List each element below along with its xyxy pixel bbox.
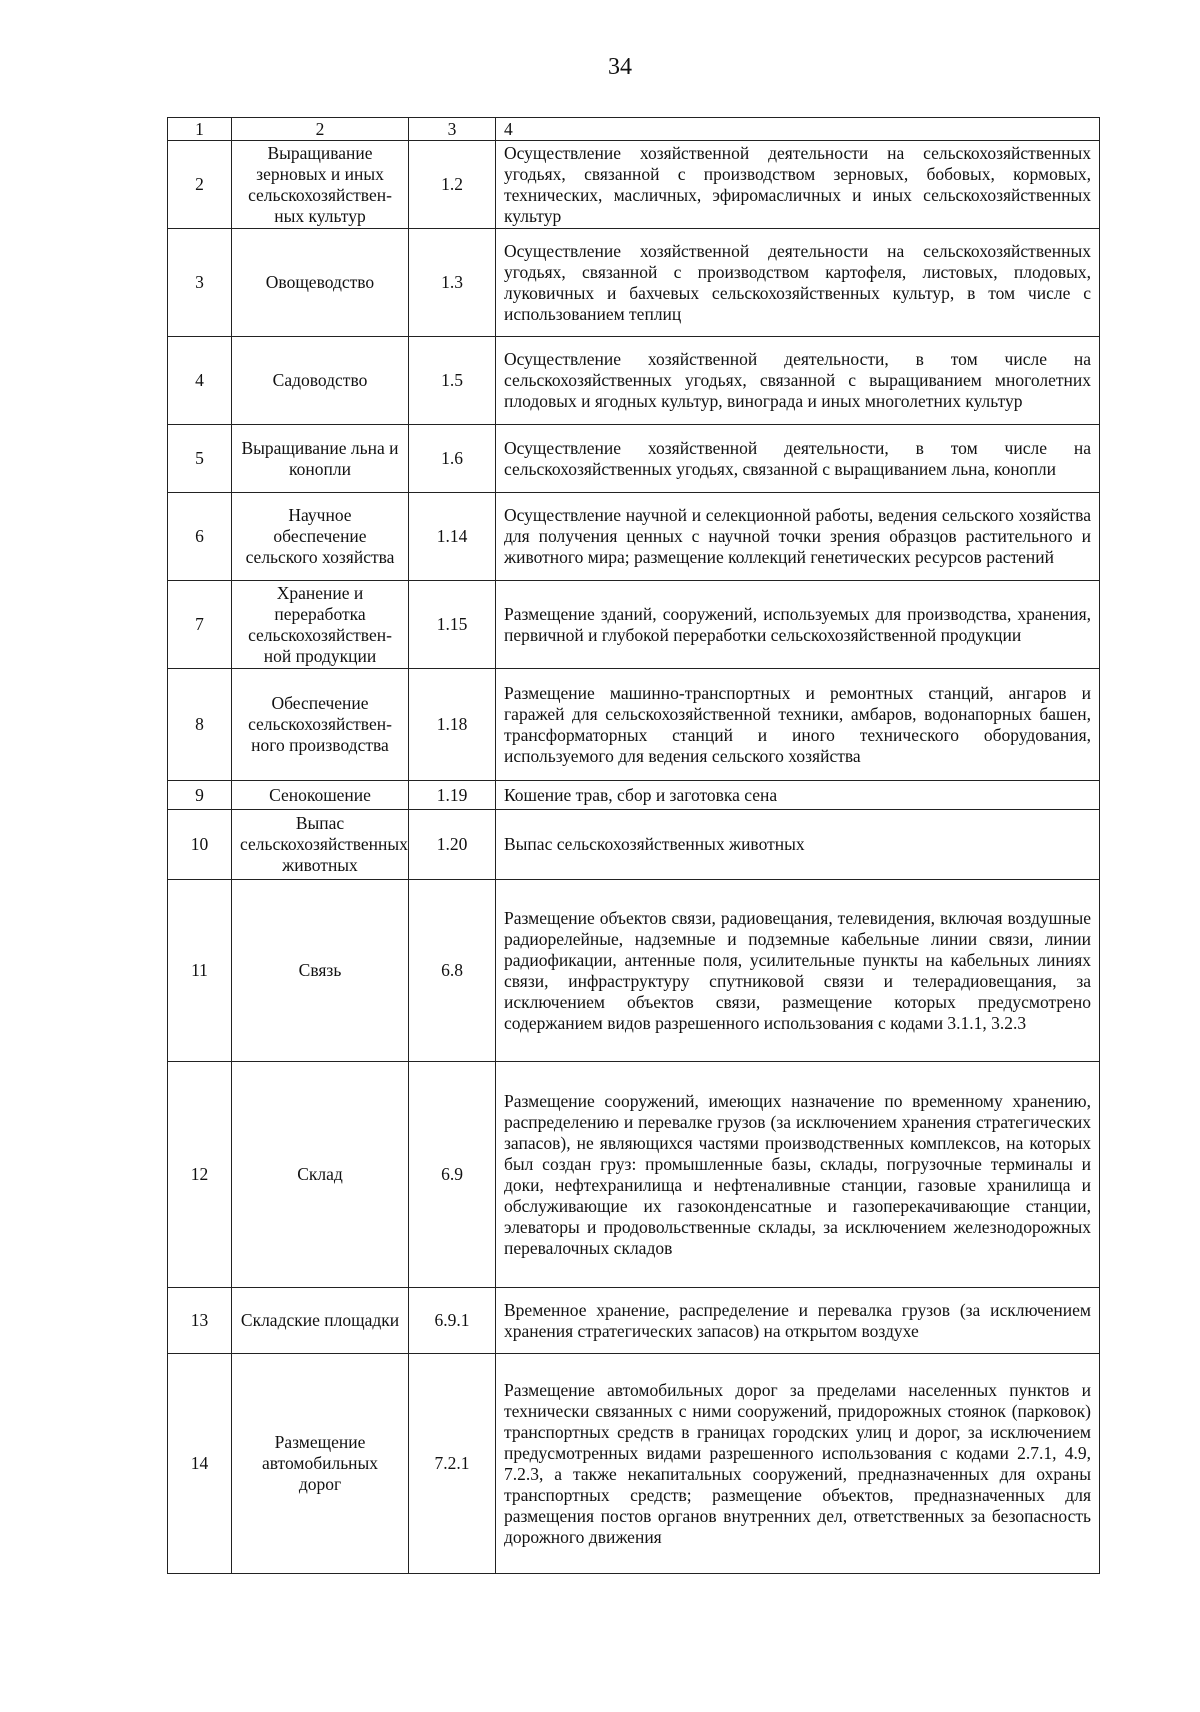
use-type-description: Осуществление хозяйственной деятельности на сельскохозяйственных угодьях, связанной с производством картофеля, листовых, плодовых, луковичных и бахчевых сельскохозяйственных культур, в том числе с использованием теплиц: [496, 229, 1100, 337]
table-row: [168, 1062, 1100, 1288]
use-type-description: Размещение автомобильных дорог за пределами населенных пунктов и технически связанных с ними сооружений, придорожных стоянок (парковок) транспортных средств в границах городских улиц и дорог, за исключением предусмотренных видами разрешенного использования с кодами 2.7.1, 4.9, 7.2.3, а также некапитальных сооружений, предназначенных для охраны транспортных средств; размещение объектов, предназначенных для размещения постов органов внутренних дел, ответственных за безопасность дорожного движения: [496, 1354, 1100, 1574]
table-row: [168, 880, 1100, 1062]
table-row: [168, 229, 1100, 337]
use-type-name: Сенокошение: [232, 781, 409, 810]
use-type-code: 1.15: [409, 581, 496, 669]
header-col-2: 2: [232, 118, 409, 141]
use-type-code: 7.2.1: [409, 1354, 496, 1574]
row-number: 5: [168, 425, 232, 493]
table-row: [168, 337, 1100, 425]
use-type-name: Обеспечение сельскохозяйствен-ного производства: [232, 669, 409, 781]
use-type-code: 1.6: [409, 425, 496, 493]
use-type-code: 1.20: [409, 810, 496, 880]
use-type-description: Временное хранение, распределение и перевалка грузов (за исключением хранения стратегических запасов) на открытом воздухе: [496, 1288, 1100, 1354]
row-number: 11: [168, 880, 232, 1062]
use-type-code: 1.5: [409, 337, 496, 425]
row-number: 3: [168, 229, 232, 337]
table-row: [168, 810, 1100, 880]
use-type-description: Размещение объектов связи, радиовещания, телевидения, включая воздушные радиорелейные, надземные и подземные кабельные линии связи, линии радиофикации, антенные поля, усилительные пункты на кабельных линиях связи, инфраструктуру спутниковой связи и телерадиовещания, за исключением объектов связи, размещение которых предусмотрено содержанием видов разрешенного использования с кодами 3.1.1, 3.2.3: [496, 880, 1100, 1062]
use-type-description: Осуществление хозяйственной деятельности, в том числе на сельскохозяйственных угодьях, связанной с выращиванием льна, конопли: [496, 425, 1100, 493]
table-header-row: [168, 118, 1100, 141]
header-col-3: 3: [409, 118, 496, 141]
row-number: 2: [168, 141, 232, 229]
row-number: 8: [168, 669, 232, 781]
row-number: 14: [168, 1354, 232, 1574]
use-type-name: Выпас сельскохозяйственных животных: [232, 810, 409, 880]
use-type-description: Размещение сооружений, имеющих назначение по временному хранению, распределению и перевалке грузов (за исключением хранения стратегических запасов), не являющихся частями производственных комплексов, на которых был создан груз: промышленные базы, склады, погрузочные терминалы и доки, нефтехранилища и нефтеналивные станции, газовые хранилища и обслуживающие их газоконденсатные и газоперекачивающие станции, элеваторы и продовольственные склады, за исключением железнодорожных перевалочных складов: [496, 1062, 1100, 1288]
table-row: [168, 781, 1100, 810]
use-type-description: Осуществление хозяйственной деятельности на сельскохозяйственных угодьях, связанной с производством зерновых, бобовых, кормовых, технических, масличных, эфиромасличных и иных сельскохозяйственных культур: [496, 141, 1100, 229]
use-type-code: 1.18: [409, 669, 496, 781]
use-type-code: 1.19: [409, 781, 496, 810]
use-type-name: Научное обеспечение сельского хозяйства: [232, 493, 409, 581]
use-type-description: Осуществление хозяйственной деятельности, в том числе на сельскохозяйственных угодьях, связанной с выращиванием многолетних плодовых и ягодных культур, винограда и иных многолетних культур: [496, 337, 1100, 425]
table-row: [168, 669, 1100, 781]
table-row: [168, 141, 1100, 229]
use-type-name: Складские площадки: [232, 1288, 409, 1354]
table-row: [168, 493, 1100, 581]
use-type-code: 6.9.1: [409, 1288, 496, 1354]
use-type-code: 6.9: [409, 1062, 496, 1288]
use-type-description: Размещение зданий, сооружений, используемых для производства, хранения, первичной и глубокой переработки сельскохозяйственной продукции: [496, 581, 1100, 669]
table-row: [168, 1288, 1100, 1354]
use-type-code: 1.3: [409, 229, 496, 337]
use-type-description: Размещение машинно-транспортных и ремонтных станций, ангаров и гаражей для сельскохозяйственной техники, амбаров, водонапорных башен, трансформаторных станций и иного технического оборудования, используемого для ведения сельского хозяйства: [496, 669, 1100, 781]
use-type-name: Садоводство: [232, 337, 409, 425]
header-col-1: 1: [168, 118, 232, 141]
use-type-name: Размещение автомобильных дорог: [232, 1354, 409, 1574]
use-type-description: Кошение трав, сбор и заготовка сена: [496, 781, 1100, 810]
row-number: 7: [168, 581, 232, 669]
row-number: 6: [168, 493, 232, 581]
use-type-description: Выпас сельскохозяйственных животных: [496, 810, 1100, 880]
use-type-name: Овощеводство: [232, 229, 409, 337]
use-type-code: 6.8: [409, 880, 496, 1062]
row-number: 10: [168, 810, 232, 880]
row-number: 12: [168, 1062, 232, 1288]
row-number: 9: [168, 781, 232, 810]
table-row: [168, 1354, 1100, 1574]
use-type-name: Связь: [232, 880, 409, 1062]
use-type-name: Выращивание льна и конопли: [232, 425, 409, 493]
table-row: [168, 581, 1100, 669]
page-number: 34: [608, 54, 632, 80]
use-type-code: 1.14: [409, 493, 496, 581]
use-type-description: Осуществление научной и селекционной работы, ведения сельского хозяйства для получения ценных с научной точки зрения образцов растительного и животного мира; размещение коллекций генетических ресурсов растений: [496, 493, 1100, 581]
row-number: 13: [168, 1288, 232, 1354]
use-type-name: Хранение и переработка сельскохозяйствен-ной продукции: [232, 581, 409, 669]
use-type-name: Склад: [232, 1062, 409, 1288]
row-number: 4: [168, 337, 232, 425]
table-row: [168, 425, 1100, 493]
header-col-4: 4: [496, 118, 1100, 141]
use-type-code: 1.2: [409, 141, 496, 229]
land-use-table: [167, 117, 1100, 1574]
use-type-name: Выращивание зерновых и иных сельскохозяйствен-ных культур: [232, 141, 409, 229]
